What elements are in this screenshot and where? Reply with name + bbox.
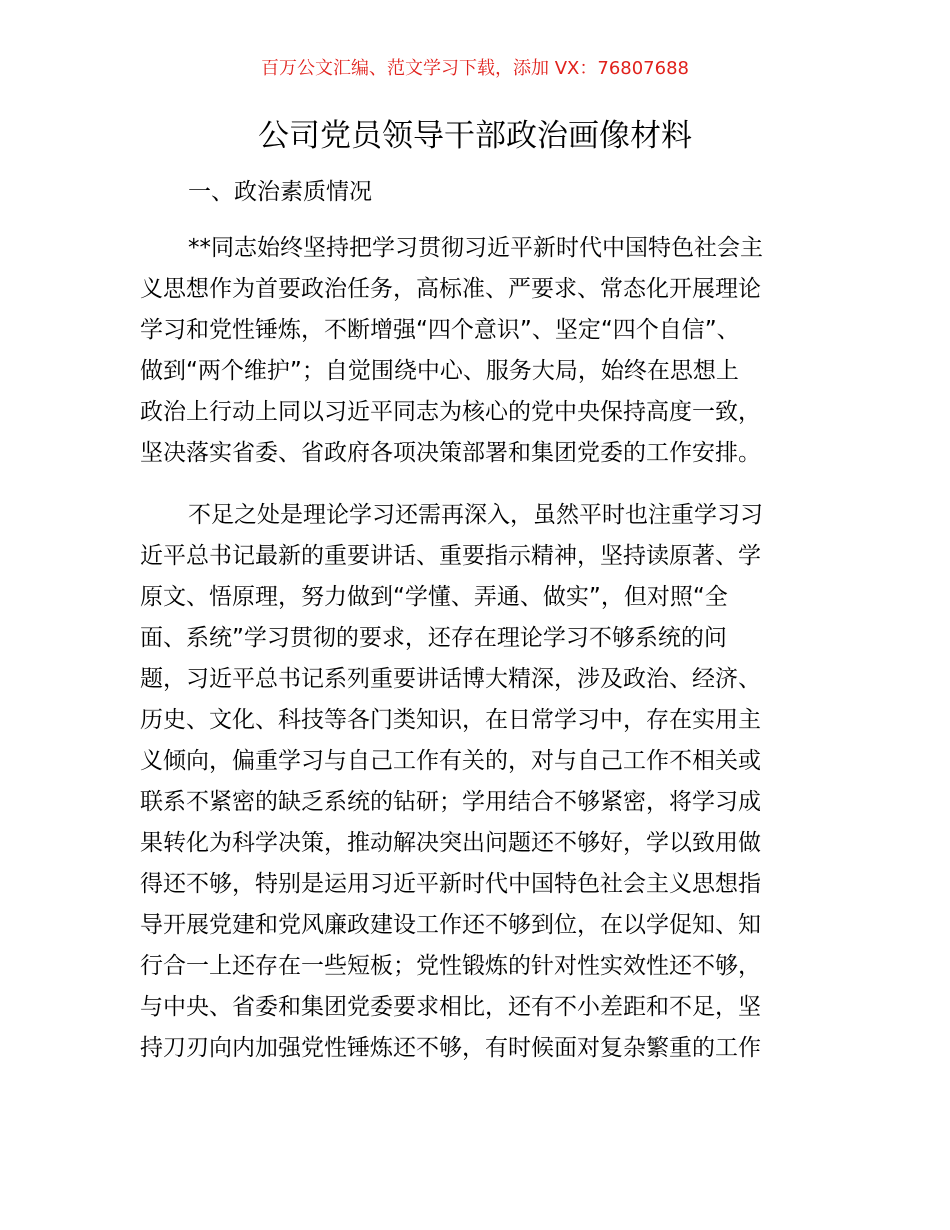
document-title: 公司党员领导干部政治画像材料 — [258, 118, 692, 154]
paragraph-1 — [140, 228, 812, 474]
paragraph-line: 政治上行动上同以习近平同志为核心的党中央保持高度一致， — [140, 399, 761, 425]
paragraph-line: 与中央、省委和集团党委要求相比，还有不小差距和不足，坚 — [140, 994, 761, 1020]
paragraph-line: 历史、文化、科技等各门类知识，在日常学习中，存在实用主 — [140, 707, 761, 733]
paragraph-line: 得还不够，特别是运用习近平新时代中国特色社会主义思想指 — [140, 871, 761, 897]
watermark-header: 百万公文汇编、范文学习下载，添加 VX：76807688 — [261, 58, 689, 79]
paragraph-line: 原文、悟原理，努力做到“学懂、弄通、做实”，但对照“全 — [140, 584, 728, 610]
paragraph-line: 联系不紧密的缺乏系统的钻研；学用结合不够紧密，将学习成 — [140, 789, 761, 815]
paragraph-2 — [140, 495, 812, 1069]
paragraph-line: 行合一上还存在一些短板；党性锻炼的针对性实效性还不够， — [140, 953, 761, 979]
paragraph-line: 义倾向，偏重学习与自己工作有关的，对与自己工作不相关或 — [140, 748, 761, 774]
section-heading: 一、政治素质情况 — [188, 179, 372, 205]
paragraph-line: 坚决落实省委、省政府各项决策部署和集团党委的工作安排。 — [140, 440, 761, 466]
paragraph-line: 导开展党建和党风廉政建设工作还不够到位，在以学促知、知 — [140, 912, 761, 938]
paragraph-line: 面、系统”学习贯彻的要求，还存在理论学习不够系统的问 — [140, 625, 727, 651]
paragraph-line: 题，习近平总书记系列重要讲话博大精深，涉及政治、经济、 — [140, 666, 761, 692]
paragraph-line: 做到“两个维护”；自觉围绕中心、服务大局，始终在思想上 — [140, 358, 739, 384]
paragraph-line: 近平总书记最新的重要讲话、重要指示精神，坚持读原著、学 — [140, 543, 761, 569]
paragraph-line: 不足之处是理论学习还需再深入，虽然平时也注重学习习 — [188, 502, 763, 528]
paragraph-line: 果转化为科学决策，推动解决突出问题还不够好，学以致用做 — [140, 830, 761, 856]
paragraph-line: **同志始终坚持把学习贯彻习近平新时代中国特色社会主 — [188, 235, 763, 261]
paragraph-line: 义思想作为首要政治任务，高标准、严要求、常态化开展理论 — [140, 276, 761, 302]
paragraph-line: 学习和党性锤炼，不断增强“四个意识”、坚定“四个自信”、 — [140, 317, 740, 343]
paragraph-line: 持刀刃向内加强党性锤炼还不够，有时候面对复杂繁重的工作 — [140, 1035, 761, 1061]
